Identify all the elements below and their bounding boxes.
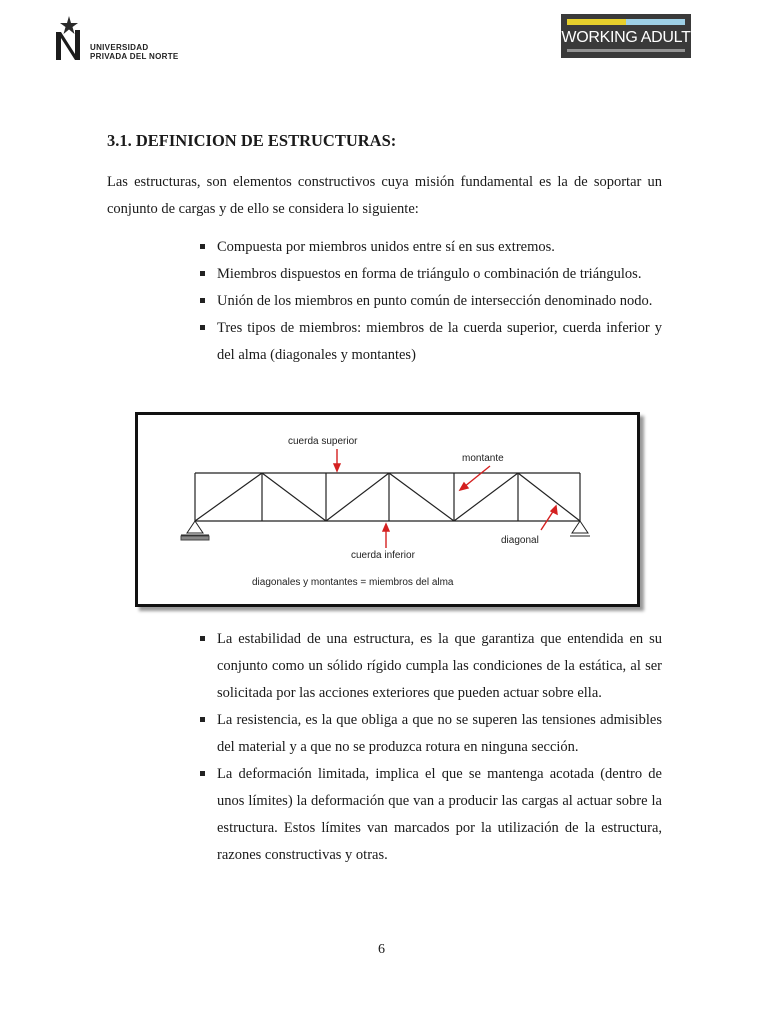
diagonal-member [262,473,326,521]
university-n-logo-icon [52,14,86,62]
diagonal-member [389,473,454,521]
bullet-list-bottom [200,626,662,869]
university-name-line1: UNIVERSIDAD [90,43,149,52]
page-number: 6 [378,942,385,957]
section-heading: 3.1. DEFINICION DE ESTRUCTURAS: [107,131,397,150]
university-logo [52,14,202,62]
badge-yellow-bar [567,19,626,25]
list-item: Compuesta por miembros unidos entre sí en sus extremos. [200,234,662,261]
bullet-list-top [200,234,662,369]
university-name-line2: PRIVADA DEL NORTE [90,52,179,61]
diagonal-member [518,473,580,521]
arrow-vertical [464,466,490,487]
left-support [181,521,209,540]
diagonal-member [195,473,262,521]
figure-caption: diagonales y montantes = miembros del alma [252,577,454,588]
badge-blue-bar [626,19,685,25]
truss-diagram [138,415,637,604]
list-item: Miembros dispuestos en forma de triángulo o combinación de triángulos. [200,261,662,288]
right-support [570,521,590,536]
label-diagonal: diagonal [501,535,539,546]
diagonal-member [326,473,389,521]
label-vertical: montante [462,453,504,464]
list-item: La resistencia, es la que obliga a que no se superen las tensiones admisibles del material y a que no se produzca rotura en ninguna sección. [200,707,662,761]
truss-figure [135,412,640,607]
list-item: Unión de los miembros en punto común de intersección denominado nodo. [200,288,662,315]
list-item: La deformación limitada, implica el que se mantenga acotada (dentro de unos límites) la deformación que van a producir las cargas al actuar sobre la estructura. Estos límites van marcados por la utilización de la estructura, razones constructivas y otras. [200,761,662,869]
label-top-chord: cuerda superior [288,436,358,447]
badge-text: WORKING ADULT [561,29,691,46]
list-item: Tres tipos de miembros: miembros de la cuerda superior, cuerda inferior y del alma (diagonales y montantes) [200,315,662,369]
diagonal-member [454,473,518,521]
badge-subtitle-strip [567,49,685,52]
label-bottom-chord: cuerda inferior [351,550,415,561]
university-name [90,43,179,61]
list-item: La estabilidad de una estructura, es la que garantiza que entendida en su conjunto como un sólido rígido cumpla las condiciones de la estática, al ser solicitada por las acciones exteriores que pueden actuar sobre ella. [200,626,662,707]
intro-paragraph: Las estructuras, son elementos constructivos cuya misión fundamental es la de soportar un conjunto de cargas y de ello se considera lo siguiente: [107,174,662,217]
working-adult-badge [561,14,691,58]
arrow-diagonal [541,510,554,530]
